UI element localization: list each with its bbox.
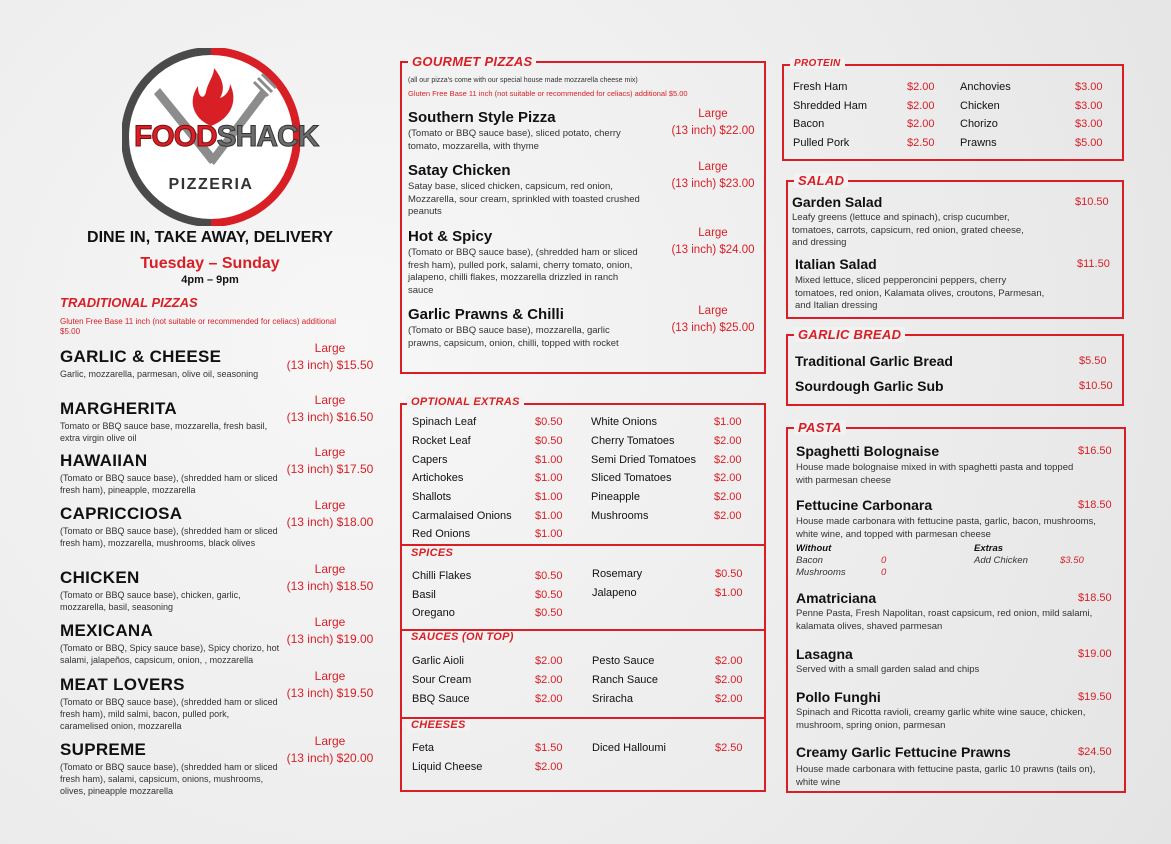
pizza-price [666, 225, 760, 259]
pizza-name: HAWAIIAN [60, 451, 148, 470]
pizza-price [282, 392, 378, 426]
sauce-name: Pesto Sauce [592, 655, 655, 667]
extra-price: $2.00 [714, 435, 742, 447]
days-sep: – [208, 255, 218, 272]
list-item [408, 306, 758, 350]
pizza-price [666, 303, 760, 337]
protein-name: Pulled Pork [793, 137, 850, 149]
extra-price: $2.00 [714, 491, 742, 503]
size-label: Large [314, 669, 346, 683]
gourmet-title: GOURMET PIZZAS [408, 54, 536, 69]
pizza-name: Satay Chicken [408, 162, 511, 179]
pizza-name: GARLIC & CHEESE [60, 347, 222, 366]
garlic-bread-name: Sourdough Garlic Sub [795, 378, 944, 394]
pizza-desc: (Tomato or BBQ sauce base), (shredded ham or sliced fresh ham), mild salmi, bacon, pulled pork, caramelised onion, mozzarella [60, 697, 278, 731]
protein-name: Prawns [960, 137, 997, 149]
pizza-price [666, 106, 760, 140]
garlic-bread-price: $10.50 [1079, 380, 1113, 392]
tagline: DINE IN, TAKE AWAY, DELIVERY [87, 229, 333, 246]
spice-price: $0.50 [535, 589, 563, 601]
extra-price: $0.50 [535, 416, 563, 428]
cheese-name: Liquid Cheese [412, 761, 483, 773]
pizza-desc: (Tomato or BBQ sauce base), mozzarella, garlic prawns, capsicum, onion, chilli, topped with rocket [408, 325, 619, 349]
pizza-name: Garlic Prawns & Chilli [408, 306, 564, 323]
pizza-name: Hot & Spicy [408, 228, 493, 245]
brand-food: FOOD [134, 120, 217, 153]
cheese-price: $2.50 [715, 742, 743, 754]
pizza-name: Southern Style Pizza [408, 109, 556, 126]
extra-name: Semi Dried Tomatoes [591, 454, 696, 466]
pasta-price: $19.00 [1078, 648, 1112, 660]
extra-price: $2.00 [714, 454, 742, 466]
size-label: Large [314, 615, 346, 629]
sauce-price: $2.00 [715, 655, 743, 667]
list-item [60, 498, 390, 549]
sauces-title: SAUCES (ON TOP) [407, 631, 518, 643]
cheese-price: $2.00 [535, 761, 563, 773]
pizza-price [282, 561, 378, 595]
price: (13 inch) $17.50 [286, 462, 374, 476]
salad-price: $11.50 [1077, 258, 1110, 270]
list-item [60, 669, 390, 732]
pasta-price: $16.50 [1078, 445, 1112, 457]
extra-name: Pineapple [591, 491, 640, 503]
pizza-desc: (Tomato or BBQ, Spicy sauce base), Spicy chorizo, hot salami, jalapeños, capsicum, onion, , mozzarella [60, 643, 280, 665]
sauce-name: Sour Cream [412, 674, 472, 686]
extra-price: $1.00 [535, 472, 563, 484]
sauce-price: $2.00 [535, 674, 563, 686]
pasta-desc: Served with a small garden salad and chips [796, 664, 980, 675]
pasta-desc: Spinach and Ricotta ravioli, creamy garlic white wine sauce, chicken, mushroom, spring onion, parmesan [796, 707, 1086, 731]
spice-price: $0.50 [715, 568, 743, 580]
without-item: Bacon [796, 555, 823, 566]
without-price: 0 [881, 567, 887, 578]
without-item: Mushrooms [796, 567, 846, 578]
list-item [60, 341, 390, 380]
extra-name: Cherry Tomatoes [591, 435, 675, 447]
size-label: Large [314, 734, 346, 748]
pasta-title: PASTA [794, 420, 846, 435]
sauce-name: Garlic Aioli [412, 655, 464, 667]
sauce-price: $2.00 [715, 674, 743, 686]
sauce-name: Sriracha [592, 693, 633, 705]
size-label: Large [698, 305, 728, 317]
days-open [0, 255, 420, 273]
extra-price: $0.50 [535, 435, 563, 447]
list-item [60, 734, 390, 797]
pizza-price [666, 159, 760, 193]
pizza-price [282, 340, 378, 374]
pizza-name: CAPRICCIOSA [60, 504, 183, 523]
extras-title: OPTIONAL EXTRAS [407, 396, 524, 408]
list-item [408, 228, 758, 297]
price: (13 inch) $16.50 [286, 410, 374, 424]
pasta-price: $24.50 [1078, 746, 1112, 758]
salad-title: SALAD [794, 173, 848, 188]
size-label: Large [698, 227, 728, 239]
pasta-name: Spaghetti Bolognaise [796, 443, 940, 459]
size-label: Large [314, 498, 346, 512]
pizza-name: MARGHERITA [60, 399, 177, 418]
days-end: Sunday [221, 255, 280, 272]
cheese-price: $1.50 [535, 742, 563, 754]
price: (13 inch) $15.50 [286, 358, 374, 372]
pasta-desc: Penne Pasta, Fresh Napolitan, roast capsicum, red onion, mild salami, kalamata olives, shaved parmesan [796, 608, 1093, 632]
size-label: Large [314, 445, 346, 459]
price: (13 inch) $20.00 [286, 751, 374, 765]
price: (13 inch) $19.00 [286, 632, 374, 646]
extra-name: Spinach Leaf [412, 416, 477, 428]
protein-name: Fresh Ham [793, 81, 848, 93]
pizza-name: CHICKEN [60, 568, 140, 587]
list-item [60, 615, 390, 666]
extras-price: $3.50 [1060, 555, 1084, 566]
extra-price: $2.00 [714, 472, 742, 484]
price: (13 inch) $23.00 [671, 178, 755, 190]
salad-price: $10.50 [1075, 196, 1109, 208]
protein-title: PROTEIN [790, 58, 845, 69]
pizza-desc: (Tomato or BBQ sauce base), (shredded ham or sliced fresh ham), pineapple, mozzarella [60, 473, 278, 495]
brand-sub: PIZZERIA [168, 176, 254, 193]
size-label: Large [314, 562, 346, 576]
extra-name: White Onions [591, 416, 658, 428]
extras-box [400, 403, 766, 792]
pizza-name: SUPREME [60, 740, 147, 759]
divider [401, 544, 765, 546]
pizza-price [282, 444, 378, 478]
cheese-name: Feta [412, 742, 435, 754]
pasta-price: $18.50 [1078, 499, 1112, 511]
pizza-name: MEXICANA [60, 621, 154, 640]
pizza-desc: (Tomato or BBQ sauce base), chicken, garlic, mozzarella, basil, seasoning [60, 590, 241, 612]
spice-name: Chilli Flakes [412, 570, 472, 582]
cheeses-title: CHEESES [407, 719, 470, 731]
size-label: Large [698, 108, 728, 120]
pizza-desc: (Tomato or BBQ sauce base), (shredded ham or sliced fresh ham), pulled pork, salami, cherry tomato, onion, jalapeno, chilli flakes, mozzarella drizzled in ranch sauce [408, 247, 638, 296]
spice-name: Basil [412, 589, 436, 601]
pizza-name: MEAT LOVERS [60, 675, 185, 694]
size-label: Large [314, 341, 346, 355]
spice-name: Rosemary [592, 568, 643, 580]
garlic-bread-price: $5.50 [1079, 355, 1107, 367]
hours: 4pm – 9pm [181, 274, 239, 286]
pasta-name: Creamy Garlic Fettucine Prawns [796, 744, 1011, 760]
protein-name: Chicken [960, 100, 1000, 112]
garlic-bread-title: GARLIC BREAD [794, 327, 905, 342]
extra-price: $1.00 [535, 491, 563, 503]
price: (13 inch) $19.50 [286, 686, 374, 700]
pizza-price [282, 733, 378, 767]
spice-name: Jalapeno [592, 587, 637, 599]
pizza-price [282, 668, 378, 702]
brand-shack: SHACK [216, 120, 319, 153]
extra-name: Sliced Tomatoes [591, 472, 672, 484]
extra-price: $1.00 [714, 416, 742, 428]
protein-price: $2.00 [907, 81, 935, 93]
days-start: Tuesday [140, 255, 205, 272]
spice-price: $1.00 [715, 587, 743, 599]
pasta-name: Fettucine Carbonara [796, 497, 933, 513]
protein-price: $5.00 [1075, 137, 1103, 149]
protein-price: $2.00 [907, 118, 935, 130]
pizza-price [282, 614, 378, 648]
pizza-desc: Tomato or BBQ sauce base, mozzarella, fresh basil, extra virgin olive oil [60, 421, 268, 443]
salad-desc: Leafy greens (lettuce and spinach), crisp cucumber, tomatoes, carrots, capsicum, red onion, grated cheese, and dressing [792, 212, 1024, 248]
list-item [60, 445, 390, 496]
size-label: Large [698, 161, 728, 173]
gourmet-note: (all our pizza's come with our special house made mozzarella cheese mix) [408, 77, 638, 84]
protein-name: Bacon [793, 118, 825, 130]
extra-name: Artichokes [412, 472, 464, 484]
protein-price: $3.00 [1075, 81, 1103, 93]
garlic-bread-box [786, 327, 1124, 406]
extra-price: $1.00 [535, 528, 563, 540]
pizza-desc: Garlic, mozzarella, parmesan, olive oil, seasoning [60, 369, 259, 379]
price: (13 inch) $22.00 [671, 125, 755, 137]
extras-label: Extras [974, 543, 1004, 554]
protein-name: Anchovies [960, 81, 1011, 93]
pizza-desc: (Tomato or BBQ sauce base), (shredded ham or sliced fresh ham), mozzarella, mushrooms, black olives [60, 526, 278, 548]
pizza-price [282, 497, 378, 531]
pasta-price: $18.50 [1078, 592, 1112, 604]
salad-name: Italian Salad [795, 256, 877, 272]
sauce-price: $2.00 [535, 655, 563, 667]
pizza-desc: (Tomato or BBQ sauce base), (shredded ham or sliced fresh ham), salami, capsicum, onions, mushrooms, olives, pineapple mozzarella [60, 762, 278, 796]
pasta-name: Lasagna [796, 646, 853, 662]
traditional-note: Gluten Free Base 11 inch (not suitable or recommended for celiacs) additional $5.00 [60, 317, 336, 336]
pasta-desc: House made carbonara with fettucine pasta, garlic 10 prawns (tails on), white wine [796, 764, 1096, 788]
extras-item: Add Chicken [974, 555, 1028, 566]
garlic-bread-name: Traditional Garlic Bread [795, 353, 953, 369]
extra-name: Mushrooms [591, 510, 649, 522]
pasta-name: Pollo Funghi [796, 689, 881, 705]
gourmet-gluten-note: Gluten Free Base 11 inch (not suitable or recommended for celiacs) additional $5.00 [408, 89, 688, 98]
sauce-name: BBQ Sauce [412, 693, 470, 705]
protein-price: $2.50 [907, 137, 935, 149]
size-label: Large [314, 393, 346, 407]
spices-title: SPICES [407, 547, 457, 559]
price: (13 inch) $24.00 [671, 244, 755, 256]
sauce-name: Ranch Sauce [592, 674, 659, 686]
extra-name: Shallots [412, 491, 452, 503]
salad-desc: Mixed lettuce, sliced pepperoncini peppers, cherry tomatoes, red onion, Kalamata olives, croutons, Parmesan, and Italian dressing [795, 275, 1045, 311]
spice-price: $0.50 [535, 607, 563, 619]
without-price: 0 [881, 555, 887, 566]
protein-price: $3.00 [1075, 100, 1103, 112]
pizza-desc: Satay base, sliced chicken, capsicum, red onion, Mozzarella, sour cream, sprinkled with toasted crushed peanuts [408, 181, 640, 217]
price: (13 inch) $18.50 [286, 579, 374, 593]
without-label: Without [796, 543, 832, 554]
spice-price: $0.50 [535, 570, 563, 582]
protein-name: Chorizo [960, 118, 998, 130]
list-item [60, 562, 390, 613]
protein-price: $3.00 [1075, 118, 1103, 130]
list-item [408, 109, 758, 153]
pasta-name: Amatriciana [796, 590, 877, 606]
price: (13 inch) $25.00 [671, 322, 755, 334]
sauce-price: $2.00 [535, 693, 563, 705]
extra-name: Carmalaised Onions [412, 510, 512, 522]
pizza-desc: (Tomato or BBQ sauce base), sliced potato, cherry tomato, mozzarella, with thyme [408, 128, 621, 152]
foodshack-logo [122, 48, 319, 226]
traditional-title: TRADITIONAL PIZZAS [60, 295, 198, 310]
salad-name: Garden Salad [792, 194, 883, 210]
protein-price: $2.00 [907, 100, 935, 112]
sauce-price: $2.00 [715, 693, 743, 705]
pasta-desc: House made bolognaise mixed in with spaghetti pasta and topped with parmesan cheese [796, 462, 1074, 486]
extra-price: $2.00 [714, 510, 742, 522]
pasta-price: $19.50 [1078, 691, 1112, 703]
cheese-name: Diced Halloumi [592, 742, 666, 754]
extra-price: $1.00 [535, 454, 563, 466]
list-item [60, 393, 390, 444]
protein-name: Shredded Ham [793, 100, 867, 112]
pasta-desc: House made carbonara with fettucine pasta, garlic, bacon, mushrooms, white wine, and topped with parmesan cheese [796, 516, 1096, 540]
list-item [408, 162, 758, 219]
price: (13 inch) $18.00 [286, 515, 374, 529]
extra-name: Capers [412, 454, 448, 466]
extra-name: Red Onions [412, 528, 471, 540]
extra-price: $1.00 [535, 510, 563, 522]
spice-name: Oregano [412, 607, 455, 619]
extra-name: Rocket Leaf [412, 435, 471, 447]
